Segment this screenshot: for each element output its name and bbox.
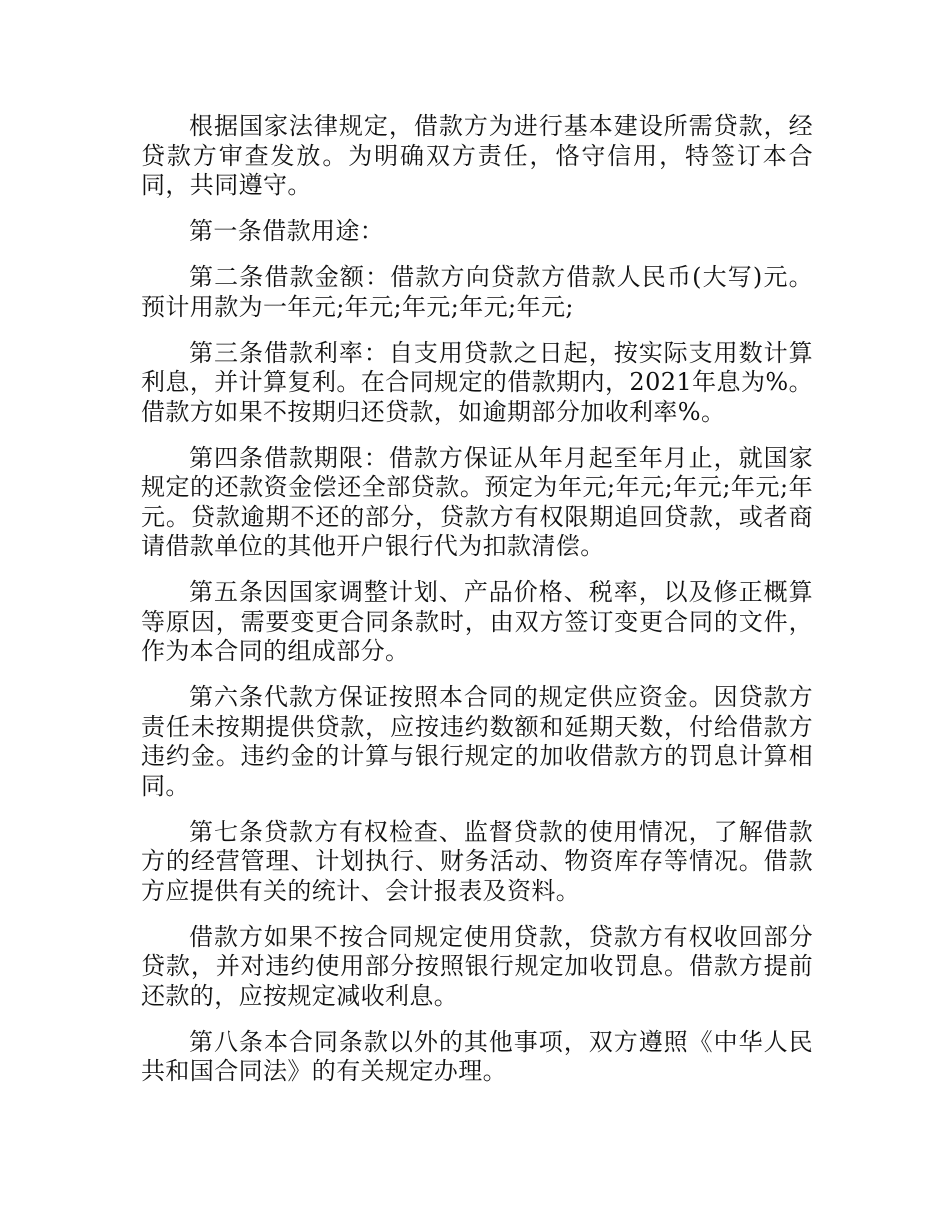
article-3-interest: 第三条借款利率：自支用贷款之日起，按实际支用数计算利息，并计算复利。在合同规定的借款期内，2021年息为%。借款方如果不按期归还贷款，如逾期部分加收利率%。 xyxy=(141,338,813,426)
article-6-supply: 第六条代款方保证按照本合同的规定供应资金。因贷款方责任未按期提供贷款，应按违约数额和延期天数，付给借款方违约金。违约金的计算与银行规定的加收借款方的罚息计算相同。 xyxy=(141,683,813,800)
article-1-purpose: 第一条借款用途： xyxy=(189,217,385,245)
contract-document xyxy=(141,112,813,1103)
preamble-paragraph: 根据国家法律规定，借款方为进行基本建设所需贷款，经贷款方审查发放。为明确双方责任，恪守信用，特签订本合同，共同遵守。 xyxy=(141,112,813,199)
article-7-supervision: 第七条贷款方有权检查、监督贷款的使用情况，了解借款方的经营管理、计划执行、财务活动、物资库存等情况。借款方应提供有关的统计、会计报表及资料。 xyxy=(141,817,813,905)
article-4-term: 第四条借款期限：借款方保证从年月起至年月止，就国家规定的还款资金偿还全部贷款。预定为年元;年元;年元;年元;年元。贷款逾期不还的部分，贷款方有权限期追回贷款，或者商请借款单位的其他开户银行代为扣款清偿。 xyxy=(141,443,813,560)
article-2-amount: 第二条借款金额：借款方向贷款方借款人民币(大写)元。预计用款为一年元;年元;年元;年元;年元; xyxy=(141,263,813,321)
article-5-changes: 第五条因国家调整计划、产品价格、税率，以及修正概算等原因，需要变更合同条款时，由双方签订变更合同的文件，作为本合同的组成部分。 xyxy=(141,578,813,665)
article-7-misuse: 借款方如果不按合同规定使用贷款，贷款方有权收回部分贷款，并对违约使用部分按照银行规定加收罚息。借款方提前还款的，应按规定减收利息。 xyxy=(141,922,813,1010)
article-8-other-matters: 第八条本合同条款以外的其他事项，双方遵照《中华人民共和国合同法》的有关规定办理。 xyxy=(141,1027,813,1085)
